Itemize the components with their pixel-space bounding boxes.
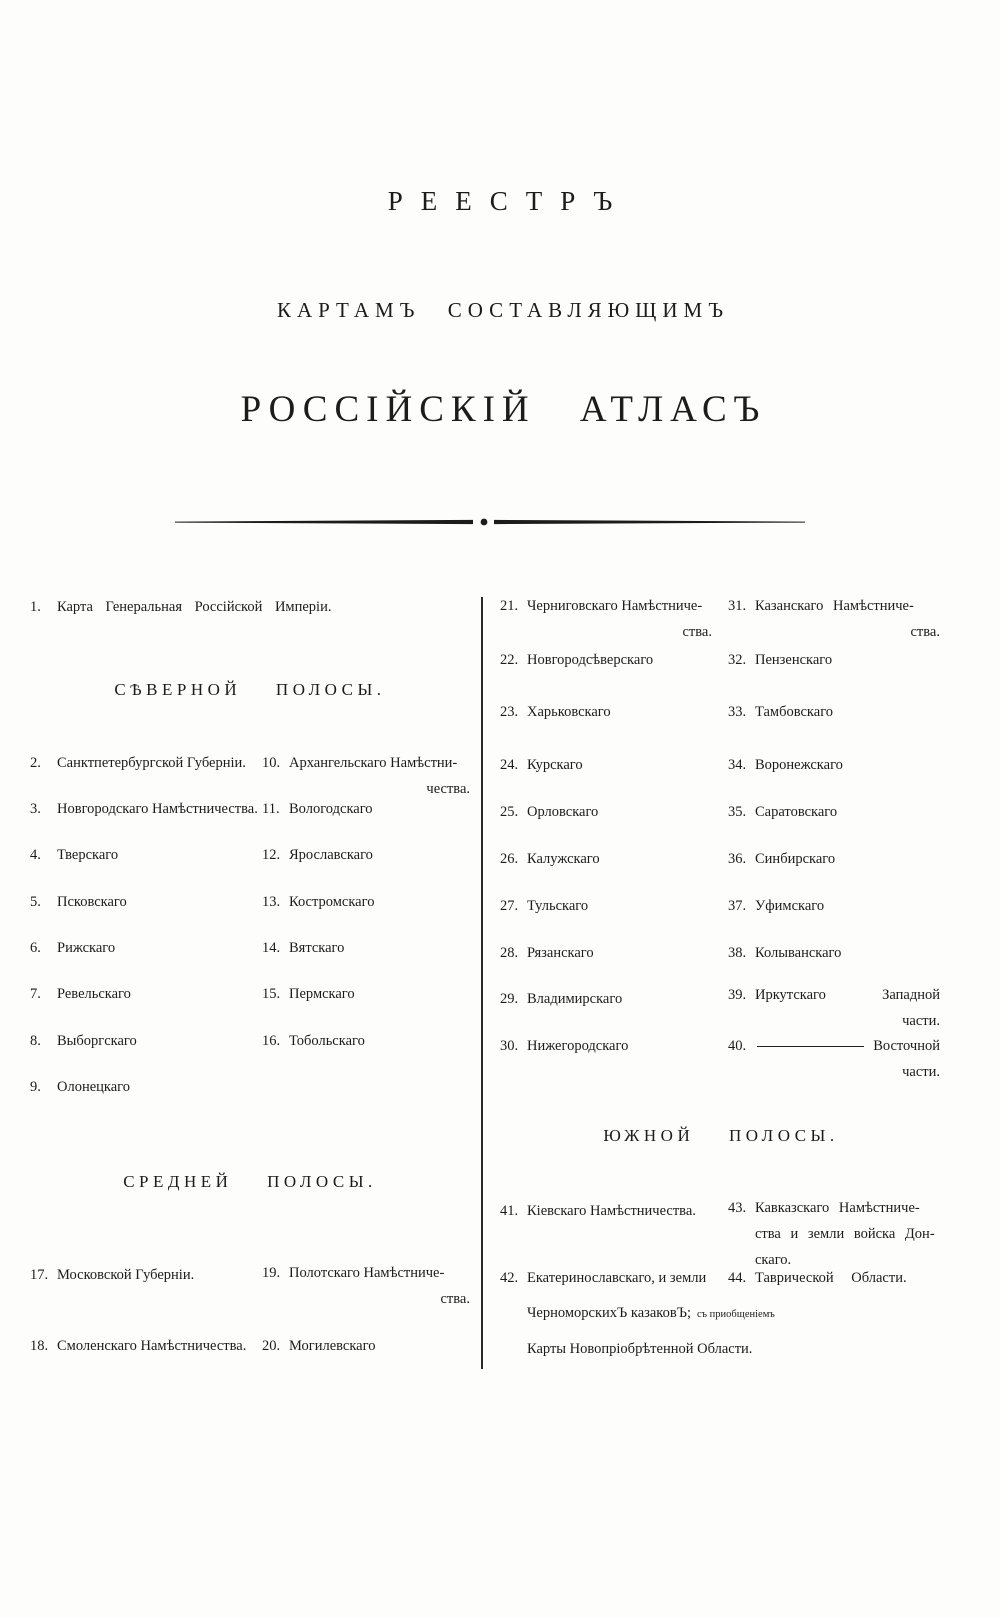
map-entry-24 bbox=[500, 756, 712, 775]
map-entry-6 bbox=[30, 939, 265, 958]
map-entry-37 bbox=[728, 897, 940, 916]
entry-word: Восточной bbox=[873, 1038, 940, 1054]
entry-number: 16. bbox=[262, 1033, 281, 1049]
entry-line-continuation: чества. bbox=[426, 781, 470, 797]
entry-number: 31. bbox=[728, 598, 747, 614]
entry-number: 35. bbox=[728, 804, 747, 820]
map-entry-12 bbox=[262, 846, 470, 865]
map-entry-17 bbox=[30, 1266, 275, 1285]
entry-text: Саратовскаго bbox=[755, 804, 838, 820]
map-entry-34 bbox=[728, 756, 940, 775]
map-entry-18 bbox=[30, 1337, 275, 1356]
entry-text: Тобольскаго bbox=[289, 1033, 365, 1049]
map-entry-23 bbox=[500, 703, 712, 722]
entry-number: 2. bbox=[30, 755, 41, 771]
entry-line: Архангельскаго Намѣстни- bbox=[289, 755, 458, 771]
map-entry-11 bbox=[262, 800, 470, 819]
entry-number: 14. bbox=[262, 940, 281, 956]
entry-line-continuation: ства. bbox=[682, 624, 712, 640]
register-subtitle: КАРТАМЪ СОСТАВЛЯЮЩИМЪ bbox=[276, 298, 730, 322]
entry-text bbox=[755, 1199, 943, 1270]
entry-number: 20. bbox=[262, 1338, 281, 1354]
entry-number: 15. bbox=[262, 986, 281, 1002]
entry-text: Рязанскаго bbox=[527, 945, 594, 961]
entry-text: Уфимскаго bbox=[755, 898, 825, 914]
entry-line-main: ЧерноморскихЪ казаковЪ; bbox=[527, 1305, 691, 1321]
entry-number: 38. bbox=[728, 945, 747, 961]
map-entry-20 bbox=[262, 1337, 470, 1356]
entry-word: Иркутскаго bbox=[755, 987, 826, 1003]
entry-line: Карты Новопріобрѣтенной Области. bbox=[527, 1341, 753, 1357]
entry-number: 37. bbox=[728, 898, 747, 914]
entry-text: Владимирскаго bbox=[527, 991, 623, 1007]
map-entry-30 bbox=[500, 1037, 712, 1056]
map-entry-10 bbox=[262, 754, 470, 799]
entry-number: 28. bbox=[500, 945, 519, 961]
entry-number: 3. bbox=[30, 801, 41, 817]
entry-line-continuation: ства. bbox=[910, 624, 940, 640]
map-entry-8 bbox=[30, 1032, 265, 1051]
entry-number: 22. bbox=[500, 652, 519, 668]
entry-text: Таврической Области. bbox=[755, 1270, 907, 1286]
entry-line-note: съ приобщеніемъ bbox=[696, 1309, 775, 1320]
entry-line: Полотскаго Намѣстниче- bbox=[289, 1265, 445, 1281]
entry-text bbox=[755, 986, 940, 1031]
entry-text: Новгородскаго Намѣстничества. bbox=[57, 801, 258, 817]
map-entry-31 bbox=[728, 597, 940, 642]
atlas-title: РОССІЙСКІЙ АТЛАСЪ bbox=[240, 389, 767, 430]
map-entry-13 bbox=[262, 893, 470, 912]
map-entry-1 bbox=[30, 598, 475, 617]
map-entry-21 bbox=[500, 597, 712, 642]
entry-text: Воронежскаго bbox=[755, 757, 843, 773]
entry-line bbox=[755, 1037, 940, 1056]
entry-text bbox=[755, 1037, 940, 1082]
entry-line bbox=[527, 1304, 840, 1324]
entry-text: Тамбовскаго bbox=[755, 704, 834, 720]
map-entry-9 bbox=[30, 1078, 265, 1097]
entry-number: 6. bbox=[30, 940, 41, 956]
entry-line bbox=[755, 986, 940, 1005]
entry-text: Пензенскаго bbox=[755, 652, 833, 668]
map-entry-28 bbox=[500, 944, 712, 963]
entry-line: Кавказскаго Намѣстниче- bbox=[755, 1200, 920, 1216]
entry-number: 43. bbox=[728, 1200, 747, 1216]
entry-text bbox=[755, 597, 940, 642]
map-entry-22 bbox=[500, 651, 712, 670]
section-heading-northern: СѢВЕРНОЙ ПОЛОСЫ. bbox=[114, 680, 386, 699]
map-entry-16 bbox=[262, 1032, 470, 1051]
entry-word: Западной bbox=[882, 987, 940, 1003]
entry-text: Колыванскаго bbox=[755, 945, 842, 961]
entry-number: 4. bbox=[30, 847, 41, 863]
entry-text: Курскаго bbox=[527, 757, 583, 773]
entry-number: 36. bbox=[728, 851, 747, 867]
entry-text: Выборгскаго bbox=[57, 1033, 137, 1049]
map-entry-5 bbox=[30, 893, 265, 912]
map-entry-4 bbox=[30, 846, 265, 865]
entry-text bbox=[527, 597, 712, 642]
ditto-dash bbox=[757, 1046, 864, 1048]
map-entry-33 bbox=[728, 703, 940, 722]
entry-number: 40. bbox=[728, 1038, 747, 1054]
entry-text: Тульскаго bbox=[527, 898, 589, 914]
entry-text: Тверскаго bbox=[57, 847, 119, 863]
map-entry-40 bbox=[728, 1037, 940, 1082]
register-title: РЕЕСТРЪ bbox=[387, 186, 631, 216]
entry-number: 44. bbox=[728, 1270, 747, 1286]
entry-number: 13. bbox=[262, 894, 281, 910]
entry-number: 23. bbox=[500, 704, 519, 720]
entry-number: 27. bbox=[500, 898, 519, 914]
entry-text: Ярославскаго bbox=[289, 847, 373, 863]
entry-number: 30. bbox=[500, 1038, 519, 1054]
entry-number: 17. bbox=[30, 1267, 49, 1283]
entry-text: Пермскаго bbox=[289, 986, 355, 1002]
entry-text: Рижскаго bbox=[57, 940, 116, 956]
map-entry-15 bbox=[262, 985, 470, 1004]
entry-number: 10. bbox=[262, 755, 281, 771]
entry-text: Московской Губерніи. bbox=[57, 1267, 195, 1283]
map-entry-29 bbox=[500, 990, 712, 1009]
entry-text: Харьковскаго bbox=[527, 704, 611, 720]
entry-number: 5. bbox=[30, 894, 41, 910]
entry-text: Вятскаго bbox=[289, 940, 345, 956]
entry-line: Казанскаго Намѣстниче- bbox=[755, 598, 914, 614]
entry-text: Новгородсѣверскаго bbox=[527, 652, 654, 668]
entry-text: Вологодскаго bbox=[289, 801, 373, 817]
entry-text bbox=[289, 1264, 470, 1309]
map-entry-35 bbox=[728, 803, 940, 822]
entry-line-continuation: части. bbox=[902, 1013, 940, 1029]
entry-text: Ревельскаго bbox=[57, 986, 131, 1002]
map-entry-14 bbox=[262, 939, 470, 958]
entry-text: Костромскаго bbox=[289, 894, 375, 910]
section-heading-middle: СРЕДНЕЙ ПОЛОСЫ. bbox=[123, 1172, 377, 1191]
entry-text bbox=[289, 754, 470, 799]
entry-text: Синбирскаго bbox=[755, 851, 836, 867]
entry-number: 18. bbox=[30, 1338, 49, 1354]
entry-text: Олонецкаго bbox=[57, 1079, 131, 1095]
map-entry-43 bbox=[728, 1199, 943, 1270]
entry-line: Екатеринославскаго, и земли bbox=[527, 1270, 707, 1286]
entry-line-continuation: ства. bbox=[440, 1291, 470, 1307]
entry-number: 21. bbox=[500, 598, 519, 614]
map-entry-2 bbox=[30, 754, 265, 773]
map-entry-27 bbox=[500, 897, 712, 916]
entry-number: 11. bbox=[262, 801, 280, 817]
map-entry-7 bbox=[30, 985, 265, 1004]
entry-line-continuation: части. bbox=[902, 1064, 940, 1080]
map-entry-44 bbox=[728, 1269, 940, 1288]
entry-number: 32. bbox=[728, 652, 747, 668]
entry-number: 8. bbox=[30, 1033, 41, 1049]
entry-text: Псковскаго bbox=[57, 894, 127, 910]
entry-line: Черниговскаго Намѣстниче- bbox=[527, 598, 703, 614]
entry-text: Санктпетербургской Губерніи. bbox=[57, 755, 246, 771]
entry-number: 34. bbox=[728, 757, 747, 773]
entry-number: 42. bbox=[500, 1270, 519, 1286]
entry-number: 1. bbox=[30, 599, 41, 615]
entry-text: Калужскаго bbox=[527, 851, 600, 867]
ornamental-rule bbox=[175, 514, 805, 524]
map-entry-25 bbox=[500, 803, 712, 822]
entry-number: 25. bbox=[500, 804, 519, 820]
entry-text: Кіевскаго Намѣстничества. bbox=[527, 1203, 696, 1219]
column-divider bbox=[481, 597, 483, 1369]
entry-text: Карта Генеральная Россійской Имперіи. bbox=[57, 599, 332, 615]
ornamental-rule-graphic bbox=[175, 517, 805, 527]
entry-number: 7. bbox=[30, 986, 41, 1002]
entry-line: ства и земли войска Дон- bbox=[755, 1226, 935, 1242]
entry-text: Орловскаго bbox=[527, 804, 599, 820]
entry-text: Нижегородскаго bbox=[527, 1038, 629, 1054]
entry-number: 24. bbox=[500, 757, 519, 773]
map-entry-36 bbox=[728, 850, 940, 869]
entry-number: 29. bbox=[500, 991, 519, 1007]
entry-number: 19. bbox=[262, 1265, 281, 1281]
entry-number: 9. bbox=[30, 1079, 41, 1095]
entry-number: 41. bbox=[500, 1203, 519, 1219]
entry-number: 26. bbox=[500, 851, 519, 867]
entry-text: Могилевскаго bbox=[289, 1338, 376, 1354]
map-entry-41 bbox=[500, 1202, 730, 1221]
entry-text: Смоленскаго Намѣстничества. bbox=[57, 1338, 247, 1354]
map-entry-39 bbox=[728, 986, 940, 1031]
map-entry-3 bbox=[30, 800, 265, 819]
entry-number: 33. bbox=[728, 704, 747, 720]
section-heading-southern: ЮЖНОЙ ПОЛОСЫ. bbox=[603, 1126, 839, 1145]
map-entry-19 bbox=[262, 1264, 470, 1309]
entry-number: 12. bbox=[262, 847, 281, 863]
entry-line: скаго. bbox=[755, 1252, 792, 1268]
entry-number: 39. bbox=[728, 987, 747, 1003]
map-entry-26 bbox=[500, 850, 712, 869]
map-entry-32 bbox=[728, 651, 940, 670]
map-entry-38 bbox=[728, 944, 940, 963]
